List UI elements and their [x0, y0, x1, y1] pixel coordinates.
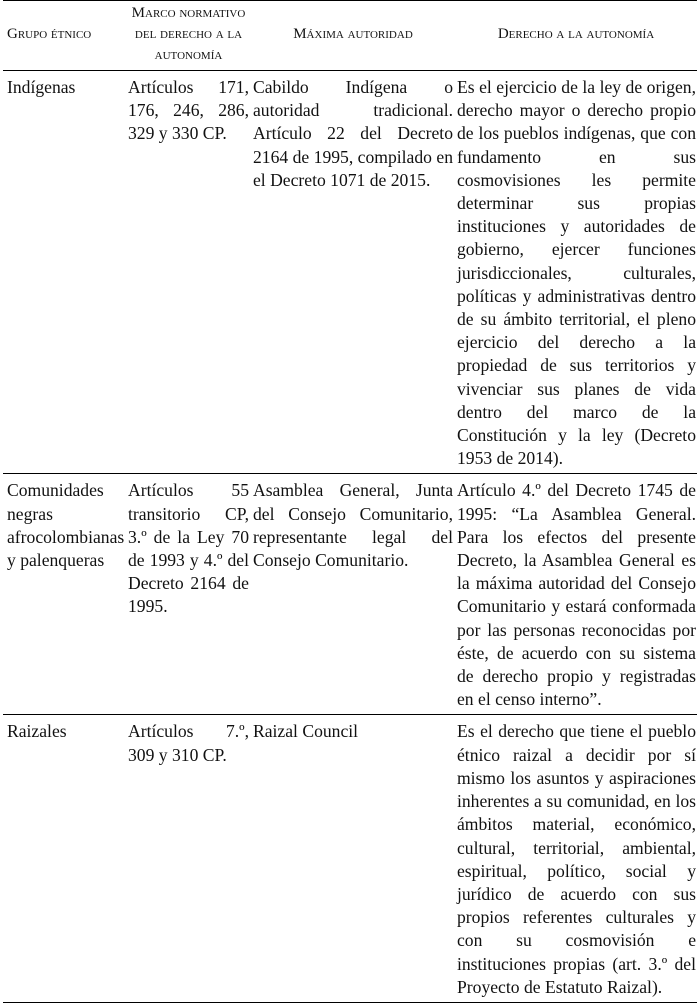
header-grupo-etnico: Grupo étnico: [7, 26, 92, 42]
cell-derecho: Es el ejercicio de la ley de origen, derecho mayor o derecho propio de los pueblos indígenas, que con fundamento en sus cosmovisiones les permite determinar sus propias instituciones y autoridades de gobierno, ejercer funciones jurisdiccionales, culturales, políticas y administrativas dentro de su ámbito territorial, el pleno ejercicio del derecho a la propiedad de sus territorios y vivenciar sus planes de vida dentro del marco de la Constitución y la ley (Decreto 1953 de 2014).: [457, 77, 696, 469]
cell-marco: Artículos 171, 176, 246, 286, 329 y 330 CP.: [128, 77, 249, 144]
cell-marco: Artículos 7.º, 309 y 310 CP.: [128, 721, 249, 765]
header-maxima-autoridad: Máxima autoridad: [293, 26, 413, 42]
header-derecho-autonomia: Derecho a la autonomía: [497, 26, 655, 42]
cell-marco: Artículos 55 transitorio CP, 3.º de la Ley 70 de 1993 y 4.º del Decreto 2164 de 1995.: [128, 480, 249, 617]
table-row: [3, 715, 697, 1002]
table-header-row: [3, 1, 697, 71]
cell-grupo: Indígenas: [7, 77, 76, 97]
header-marco-normativo: Marco normativo del derecho a la autonomía: [131, 5, 246, 63]
autonomy-table: [3, 0, 697, 1003]
cell-autoridad: Cabildo Indígena o autoridad tradicional. Artículo 22 del Decreto 2164 de 1995, compilado en el Decreto 1071 de 2015.: [253, 77, 453, 190]
cell-derecho: Artículo 4.º del Decreto 1745 de 1995: “La Asamblea General. Para los efectos del presente Decreto, la Asamblea General es la máxima autoridad del Consejo Comunitario y estará conformada por las personas reconocidas por éste, de acuerdo con su sistema de derecho propio y registradas en el censo interno”.: [457, 480, 696, 710]
cell-derecho: Es el derecho que tiene el pueblo étnico raizal a decidir por sí mismo los asuntos y aspiraciones inherentes a su comunidad, en los ámbitos material, económico, cultural, territorial, ambiental, espiritual, político, social y jurídico de acuerdo con sus propios referentes culturales y con su cosmovisión e instituciones propias (art. 3.º del Proyecto de Estatuto Raizal).: [457, 721, 696, 997]
cell-grupo: Comunidades negras afrocolombianas y palenqueras: [7, 480, 125, 571]
cell-autoridad: Raizal Council: [253, 721, 359, 742]
table-row: [3, 71, 697, 474]
cell-autoridad: Asamblea General, Junta del Consejo Comunitario, representante legal del Consejo Comunitario.: [253, 480, 453, 571]
table-row: [3, 474, 697, 715]
cell-grupo: Raizales: [7, 721, 67, 742]
